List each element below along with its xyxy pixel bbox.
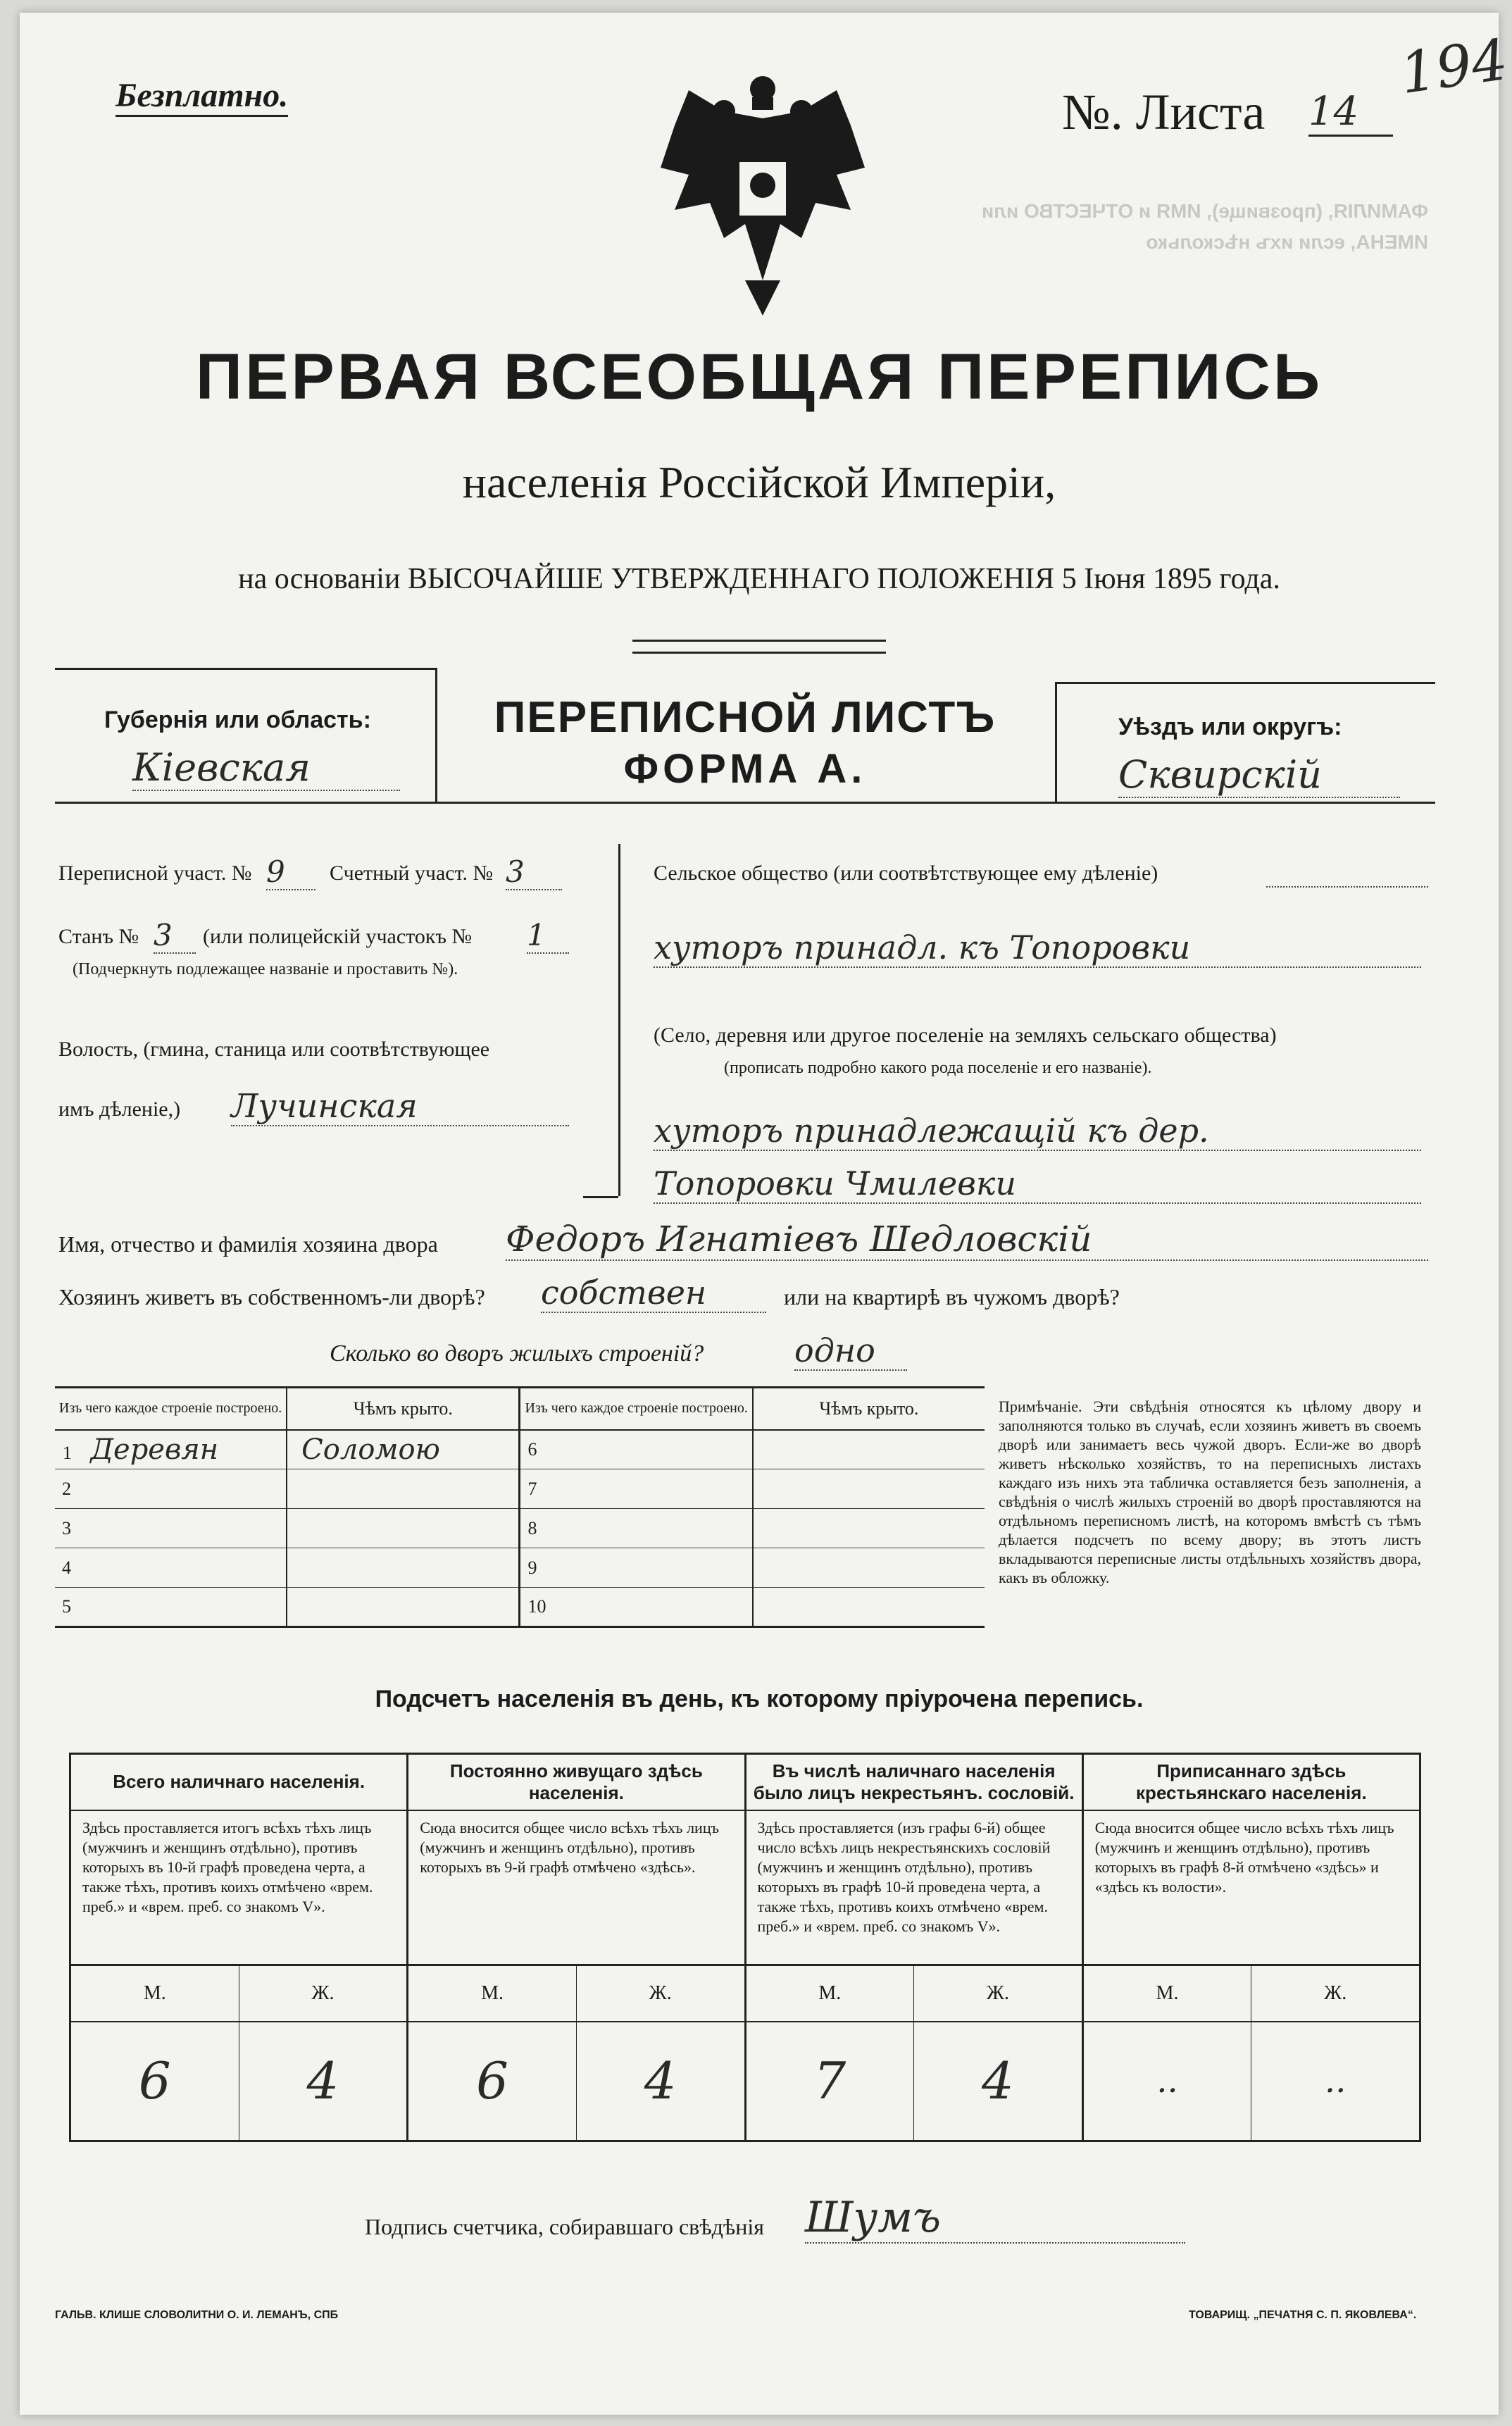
gubernia-label: Губернія или область:: [104, 707, 371, 733]
female-count: 4: [239, 2022, 408, 2141]
male-label: М.: [1082, 1965, 1251, 2022]
buildings-label: Сколько во дворъ жилыхъ строеній?: [330, 1340, 704, 1367]
census-sheet: [20, 13, 1512, 2415]
male-count: ..: [1082, 2022, 1251, 2141]
stan-label: Станъ №: [58, 925, 139, 948]
row-number: 8: [520, 1509, 753, 1548]
male-count: 6: [70, 2022, 239, 2141]
owner-name-label: Имя, отчество и фамилія хозяина двора: [58, 1231, 438, 1257]
female-label: Ж.: [239, 1965, 408, 2022]
gubernia-value: Кіевская: [132, 745, 400, 791]
female-label: Ж.: [1251, 1965, 1420, 2022]
col-roof-right: Чѣмъ крыто.: [753, 1388, 985, 1430]
male-label: М.: [70, 1965, 239, 2022]
corner-handwritten-number: 194: [1396, 26, 1512, 107]
census-district-value: 9: [266, 854, 315, 890]
volost-label-cont: имъ дѣленіе,): [58, 1097, 181, 1121]
row-number: 5: [55, 1588, 287, 1627]
row-number: 9: [520, 1548, 753, 1588]
count-district-label: Счетный участ. №: [330, 861, 494, 885]
female-count: ..: [1324, 2061, 1347, 2101]
police-district-label: (или полицейскій участокъ №: [203, 925, 473, 948]
owner-lives-value: собствен: [541, 1274, 766, 1313]
row-number: 4: [55, 1548, 287, 1588]
signature-value: Шумъ: [805, 2193, 1185, 2244]
male-count: 6: [408, 2022, 577, 2141]
male-label: М.: [408, 1965, 577, 2022]
form-title: ПЕРЕПИСНОЙ ЛИСТЪ: [494, 693, 996, 742]
printer-right: ТОВАРИЩ. „ПЕЧАТНЯ С. П. ЯКОВЛЕВА“.: [1189, 2309, 1417, 2321]
table-row: [55, 1509, 985, 1548]
village-value-line-2: Топоровки Чмилевки: [654, 1164, 1421, 1204]
sheet-number-value: 14: [1308, 89, 1393, 137]
count-col-head: Приписаннаго здѣсь крестьянскаго населенія.: [1082, 1754, 1420, 1810]
row-number: 2: [55, 1469, 287, 1509]
volost-label: Волость, (гмина, станица или соотвѣтствующее: [58, 1038, 490, 1061]
count-col-desc: Здѣсь проставляется итогъ всѣхъ тѣхъ лицъ (мужчинъ и женщинъ отдѣльно), противъ которыхъ въ 10-й графѣ проведена черта, а также тѣхъ, противъ коихъ отмѣчено «врем. преб.» и «врем. преб. со знакомъ V».: [70, 1810, 408, 1965]
col-material-right: Изъ чего каждое строеніе построено.: [520, 1388, 753, 1430]
buildings-note: Примѣчаніе. Эти свѣдѣнія относятся къ цѣлому двору и заполняются только въ случаѣ, если хозяинъ живетъ въ своемъ дворѣ или занимаетъ весь чужой дворъ. Если-же во дворѣ живетъ нѣсколько хозяйствъ, то на переписныхъ листахъ каждаго изъ нихъ эта табличка оставляется безъ заполненія, а свѣдѣнія о числѣ жилыхъ строеній во дворѣ проставляются на отдѣльномъ переписномъ листѣ, на которомъ вмѣстѣ съ тѣмъ дѣлается подсчетъ по всему двору; въ этотъ листъ вкладываются переписные листы отдѣльныхъ хозяйствъ двора, какъ въ обложку.: [999, 1398, 1421, 1586]
female-label: Ж.: [576, 1965, 745, 2022]
page-title: ПЕРВАЯ ВСЕОБЩАЯ ПЕРЕПИСЬ: [195, 341, 1323, 413]
count-col-head: Постоянно живущаго здѣсь населенія.: [408, 1754, 745, 1810]
uezd-value: Сквирскій: [1118, 752, 1400, 798]
page-subtitle: населенія Россійской Имперіи,: [462, 457, 1056, 507]
bleed-through-text: ФАМИЛІЯ, (прозвище), ИМЯ и ОТЧЕСТВО или ИМЕНА, если ихъ нѣсколько: [982, 200, 1428, 253]
form-subtitle: ФОРМА А.: [623, 746, 867, 792]
uezd-label: Уѣздъ или округъ:: [1118, 714, 1342, 740]
signature-label: Подпись счетчика, собиравшаго свѣдѣнія: [365, 2214, 765, 2239]
census-district-label: Переписной участ. №: [58, 861, 252, 885]
female-label: Ж.: [914, 1965, 1083, 2022]
imperial-eagle-icon: [646, 69, 879, 323]
buildings-table: [55, 1386, 985, 1628]
table-row: [55, 1548, 985, 1588]
ornament-divider: [632, 640, 886, 654]
female-count: 4: [576, 2022, 745, 2141]
row-number: 6: [520, 1430, 753, 1469]
count-district-value: 3: [506, 854, 562, 890]
village-note: (прописать подробно какого рода поселеніе и его названіе).: [724, 1059, 1152, 1077]
sheet-number-label: №. Листа: [1062, 84, 1266, 140]
table-row: [55, 1430, 985, 1469]
owner-lives-alt-label: или на квартирѣ въ чужомъ дворѣ?: [784, 1284, 1120, 1310]
count-title: Подсчетъ населенія въ день, къ которому пріурочена перепись.: [375, 1686, 1144, 1712]
count-col-head: Всего наличнаго населенія.: [70, 1754, 408, 1810]
col-material-left: Изъ чего каждое строеніе построено.: [55, 1388, 287, 1430]
free-label: Безплатно.: [115, 76, 288, 117]
village-value-line-1: хуторъ принадлежащій къ дер.: [654, 1112, 1421, 1151]
printer-left: ГАЛЬВ. КЛИШЕ СЛОВОЛИТНИ О. И. ЛЕМАНЪ, СПБ: [55, 2309, 339, 2321]
society-label: Сельское общество (или соотвѣтствующее ему дѣленіе): [654, 861, 1158, 885]
male-label: М.: [745, 1965, 914, 2022]
buildings-value: одно: [794, 1331, 907, 1371]
count-col-head: Въ числѣ наличнаго населенія было лицъ некрестьянъ. сословій.: [745, 1754, 1082, 1810]
row-number: 3: [55, 1509, 287, 1548]
table-row: [55, 1469, 985, 1509]
stan-value: 3: [154, 918, 196, 954]
police-district-value: 1: [527, 918, 569, 954]
owner-name-value: Федоръ Игнатіевъ Шедловскій: [506, 1219, 1428, 1261]
building-roof: Соломою: [287, 1430, 520, 1469]
count-col-desc: Здѣсь проставляется (изъ графы 6-й) общее число всѣхъ лицъ некрестьянскихъ сословій (мужчинъ и женщинъ отдѣльно), противъ которыхъ въ графѣ 10-й проведена черта, а также тѣхъ, противъ коихъ отмѣчено «врем. преб.» и «врем. преб. со знакомъ V».: [745, 1810, 1082, 1965]
row-number: 7: [520, 1469, 753, 1509]
male-count: 7: [745, 2022, 914, 2141]
count-col-desc: Сюда вносится общее число всѣхъ тѣхъ лицъ (мужчинъ и женщинъ отдѣльно), противъ которыхъ въ графѣ 8-й отмѣчено «здѣсь» и «здѣсь къ волости».: [1082, 1810, 1420, 1965]
female-count: 4: [914, 2022, 1083, 2141]
underline-note: (Подчеркнуть подлежащее названіе и проставить №).: [73, 960, 458, 978]
village-label: (Село, деревня или другое поселеніе на земляхъ сельскаго общества): [654, 1024, 1277, 1047]
society-value: хуторъ принадл. къ Топоровки: [654, 928, 1421, 968]
building-material: Деревян: [90, 1433, 219, 1466]
col-roof-left: Чѣмъ крыто.: [287, 1388, 520, 1430]
count-col-desc: Сюда вносится общее число всѣхъ тѣхъ лицъ (мужчинъ и женщинъ отдѣльно), противъ которыхъ въ 9-й графѣ отмѣчено «здѣсь».: [408, 1810, 745, 1965]
population-count-table: [69, 1753, 1421, 2142]
volost-value: Лучинская: [231, 1087, 569, 1126]
row-number: 1: [63, 1442, 72, 1463]
row-number: 10: [520, 1588, 753, 1627]
legal-basis: на основаніи ВЫСОЧАЙШЕ УТВЕРЖДЕННАГО ПОЛОЖЕНІЯ 5 Іюня 1895 года.: [238, 563, 1280, 595]
owner-lives-label: Хозяинъ живетъ въ собственномъ-ли дворѣ?: [58, 1284, 485, 1310]
table-row: [55, 1588, 985, 1627]
